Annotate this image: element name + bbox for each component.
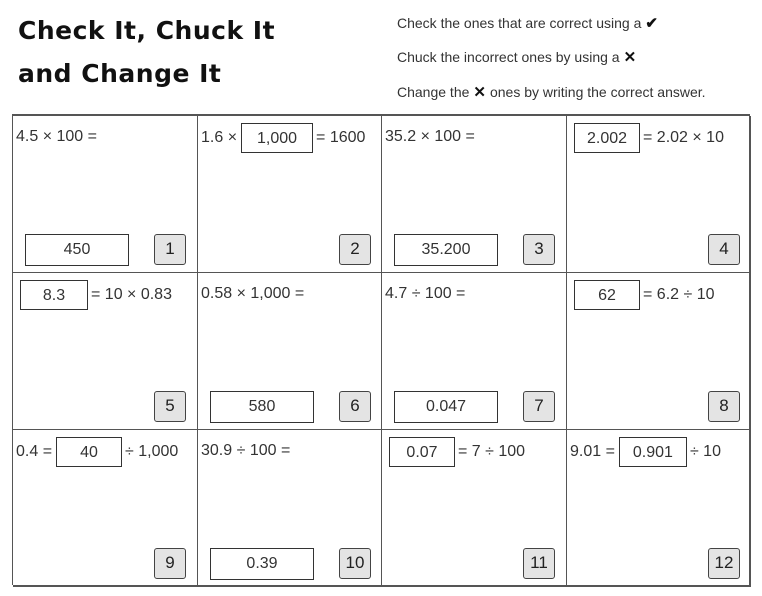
problem-number-badge: 2 — [339, 234, 371, 265]
question-text-after: = 10 × 0.83 — [91, 286, 172, 303]
instruction-chuck-text: Chuck the incorrect ones by using a — [397, 49, 620, 65]
problem-cell-12 — [567, 430, 751, 587]
problem-cell-10 — [198, 430, 382, 587]
problem-cell-11 — [382, 430, 567, 587]
question-text: 4.7 ÷ 100 = — [385, 285, 466, 302]
problem-number-badge: 4 — [708, 234, 740, 265]
question-text-before: 9.01 = — [570, 443, 615, 460]
problem-number-badge: 7 — [523, 391, 555, 422]
instruction-check-text: Check the ones that are correct using a — [397, 15, 642, 31]
cross-icon: ✕ — [473, 84, 486, 101]
cross-icon: ✕ — [623, 49, 637, 66]
question-answer-box[interactable]: 1,000 — [241, 123, 313, 153]
problem-cell-8 — [567, 273, 751, 430]
question-text: 30.9 ÷ 100 = — [201, 442, 291, 459]
problem-question — [570, 123, 724, 153]
question-text: 0.58 × 1,000 = — [201, 285, 305, 302]
answer-box[interactable]: 0.39 — [210, 548, 314, 580]
problem-cell-6 — [198, 273, 382, 430]
answer-box[interactable]: 0.047 — [394, 391, 498, 423]
problem-number-badge: 8 — [708, 391, 740, 422]
problem-question — [570, 280, 715, 310]
question-text-after: = 6.2 ÷ 10 — [643, 286, 715, 303]
question-text: 4.5 × 100 = — [16, 128, 97, 145]
answer-box[interactable]: 450 — [25, 234, 129, 266]
problem-question — [570, 437, 721, 467]
question-text-before: 1.6 × — [201, 129, 238, 146]
problem-cell-7 — [382, 273, 567, 430]
problem-number-badge: 5 — [154, 391, 186, 422]
problem-number-badge: 6 — [339, 391, 371, 422]
problem-question — [16, 280, 172, 310]
problem-number-badge: 3 — [523, 234, 555, 265]
worksheet-title-line-2: and Change It — [18, 59, 222, 88]
worksheet-title-line-1: Check It, Chuck It — [18, 16, 276, 45]
question-text-after: = 7 ÷ 100 — [458, 443, 526, 460]
problem-number-badge: 11 — [523, 548, 555, 579]
problem-number-badge: 1 — [154, 234, 186, 265]
instruction-chuck — [397, 48, 640, 66]
question-text-after: = 1600 — [316, 129, 366, 146]
problem-question — [385, 285, 465, 303]
problem-question — [385, 437, 525, 467]
question-answer-box[interactable]: 0.901 — [619, 437, 687, 467]
problem-question — [385, 128, 475, 146]
problem-cell-4 — [567, 116, 751, 273]
problem-number-badge: 9 — [154, 548, 186, 579]
problem-question — [16, 437, 178, 467]
instruction-change-text-b: ones by writing the correct answer. — [489, 84, 706, 100]
problem-cell-5 — [13, 273, 198, 430]
instruction-change-text-a: Change the — [397, 84, 470, 100]
question-text: 35.2 × 100 = — [385, 128, 475, 145]
problem-grid — [12, 114, 750, 585]
answer-box[interactable]: 35.200 — [394, 234, 498, 266]
checkmark-icon: ✔ — [645, 15, 658, 32]
problem-number-badge: 12 — [708, 548, 740, 579]
problem-cell-9 — [13, 430, 198, 587]
problem-cell-3 — [382, 116, 567, 273]
question-text-after: ÷ 1,000 — [125, 443, 179, 460]
question-answer-box[interactable]: 8.3 — [20, 280, 88, 310]
question-text-after: ÷ 10 — [689, 443, 721, 460]
problem-question — [201, 442, 290, 460]
question-answer-box[interactable]: 2.002 — [574, 123, 640, 153]
question-text-after: = 2.02 × 10 — [643, 129, 724, 146]
answer-box[interactable]: 580 — [210, 391, 314, 423]
problem-question — [16, 128, 97, 146]
instruction-check — [397, 14, 658, 32]
question-answer-box[interactable]: 40 — [56, 437, 122, 467]
question-answer-box[interactable]: 62 — [574, 280, 640, 310]
problem-question — [201, 123, 365, 153]
instruction-change — [397, 83, 706, 101]
problem-number-badge: 10 — [339, 548, 371, 579]
question-text-before: 0.4 = — [16, 443, 53, 460]
question-answer-box[interactable]: 0.07 — [389, 437, 455, 467]
problem-cell-1 — [13, 116, 198, 273]
problem-question — [201, 285, 304, 303]
problem-cell-2 — [198, 116, 382, 273]
